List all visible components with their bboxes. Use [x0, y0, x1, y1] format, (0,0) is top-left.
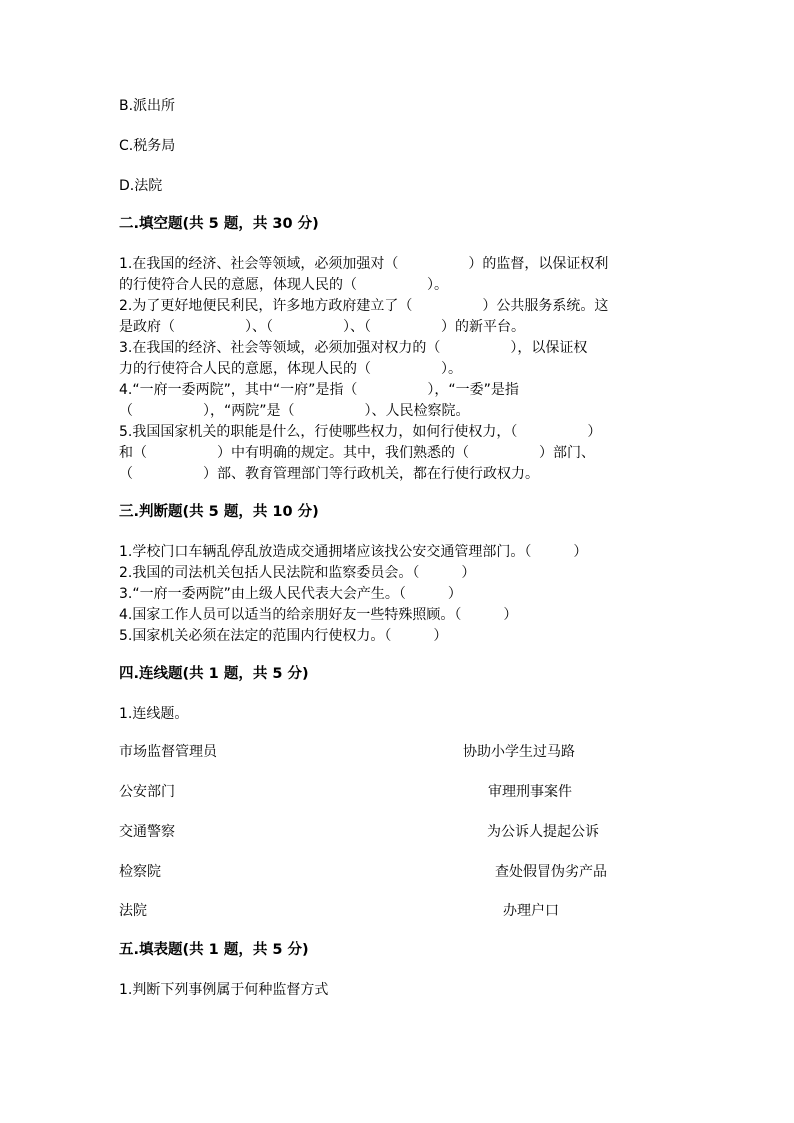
section-heading-true-false: 三.判断题(共 5 题，共 10 分): [119, 504, 319, 520]
option-c: C.税务局: [119, 138, 176, 154]
section-heading-fill-blank: 二.填空题(共 5 题，共 30 分): [119, 216, 319, 232]
matching-left-item: 法院: [119, 903, 147, 919]
matching-left-item: 公安部门: [119, 784, 175, 800]
fill-blank-line: （ ），“两院”是（ ）、人民检察院。: [119, 403, 470, 419]
option-d: D.法院: [119, 178, 163, 194]
table-fill-question: 1.判断下列事例属于何种监督方式: [119, 982, 329, 998]
option-b: B.派出所: [119, 98, 176, 114]
matching-right-item: 协助小学生过马路: [463, 744, 575, 760]
fill-blank-line: （ ）部、教育管理部门等行政机关，都在行使行政权力。: [119, 466, 539, 482]
fill-blank-line: 3.在我国的经济、社会等领域，必须加强对权力的（ ），以保证权: [119, 340, 588, 356]
true-false-line: 2.我国的司法机关包括人民法院和监察委员会。（ ）: [119, 565, 476, 581]
fill-blank-line: 1.在我国的经济、社会等领域，必须加强对（ ）的监督，以保证权利: [119, 256, 609, 272]
matching-left-item: 市场监督管理员: [119, 744, 217, 760]
section-heading-matching: 四.连线题(共 1 题，共 5 分): [119, 666, 309, 682]
matching-right-item: 为公诉人提起公诉: [487, 824, 599, 840]
fill-blank-line: 力的行使符合人民的意愿，体现人民的（ ）。: [119, 361, 462, 377]
fill-blank-line: 4.“一府一委两院”，其中“一府”是指（ ），“一委”是指: [119, 382, 519, 398]
matching-left-item: 检察院: [119, 864, 161, 880]
matching-left-item: 交通警察: [119, 824, 175, 840]
matching-right-item: 查处假冒伪劣产品: [495, 864, 607, 880]
matching-right-item: 审理刑事案件: [488, 784, 572, 800]
true-false-line: 4.国家工作人员可以适当的给亲朋好友一些特殊照顾。（ ）: [119, 607, 518, 623]
fill-blank-line: 5.我国国家机关的职能是什么，行使哪些权力，如何行使权力，（ ）: [119, 424, 602, 440]
true-false-line: 5.国家机关必须在法定的范围内行使权力。（ ）: [119, 628, 448, 644]
fill-blank-line: 的行使符合人民的意愿，体现人民的（ ）。: [119, 277, 448, 293]
fill-blank-line: 和（ ）中有明确的规定。其中，我们熟悉的（ ）部门、: [119, 445, 595, 461]
true-false-line: 1.学校门口车辆乱停乱放造成交通拥堵应该找公安交通管理部门。（ ）: [119, 544, 588, 560]
fill-blank-line: 是政府（ ）、（ ）、（ ）的新平台。: [119, 319, 525, 335]
matching-right-item: 办理户口: [503, 903, 559, 919]
matching-question: 1.连线题。: [119, 706, 189, 722]
section-heading-table-fill: 五.填表题(共 1 题，共 5 分): [119, 942, 309, 958]
true-false-line: 3.“一府一委两院”由上级人民代表大会产生。（ ）: [119, 586, 462, 602]
fill-blank-line: 2.为了更好地便民利民，许多地方政府建立了（ ）公共服务系统。这: [119, 298, 609, 314]
